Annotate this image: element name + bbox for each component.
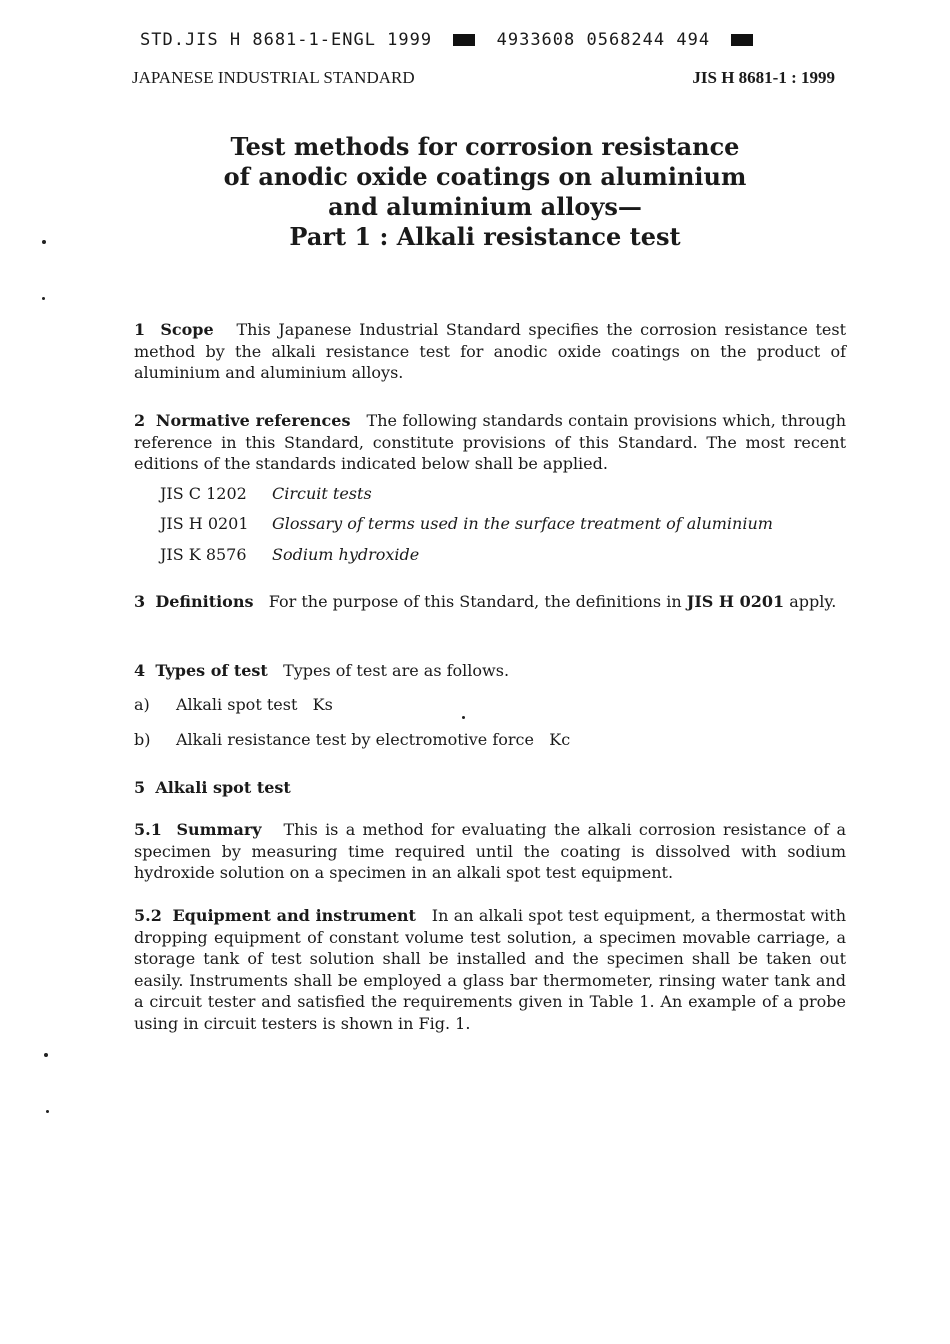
- stamp-block-2: [731, 34, 753, 46]
- scan-speck: [46, 1110, 49, 1113]
- section-text: In an alkali spot test equipment, a thermostat with dropping equipment of constant volume test solution, a specimen movable carriage, a storage tank of test solution shall be installed and the specimen shall be taken out easily. Instruments shall be employed a glass bar thermometer, rinsing water tank and a circuit tester and satisfied the requirements given in Table 1. An example of a probe using in circuit testers is shown in Fig. 1.: [134, 906, 846, 1033]
- item-code: Ks: [312, 695, 333, 714]
- section-number: 2: [134, 411, 146, 430]
- section-number: 5.2: [134, 906, 162, 925]
- reference-code: JIS C 1202: [160, 484, 247, 503]
- section-alkali-spot-test: [134, 777, 846, 799]
- test-type-item: [134, 730, 570, 749]
- section-heading: Alkali spot test: [155, 778, 291, 797]
- section-number: 3: [134, 592, 146, 611]
- section-number: 5.1: [134, 820, 162, 839]
- stamp-left: STD.JIS H 8681-1-ENGL 1999: [140, 30, 433, 50]
- scan-speck: [42, 240, 46, 244]
- header-right: JIS H 8681-1 : 1999: [692, 68, 835, 87]
- section-text: This is a method for evaluating the alkali corrosion resistance of a specimen by measuring time required until the coating is dissolved with sodium hydroxide solution on a specimen in an alkali spot test equipment.: [134, 820, 846, 882]
- reference-title: Circuit tests: [272, 484, 372, 503]
- section-scope: [134, 319, 846, 384]
- stamp-block-1: [453, 34, 475, 46]
- reference-code: JIS H 0201: [160, 514, 249, 533]
- section-text: Types of test are as follows.: [283, 661, 510, 680]
- section-summary: [134, 819, 846, 884]
- reference-code: JIS K 8576: [160, 545, 247, 564]
- reference-item: [160, 484, 372, 503]
- title-line-2: of anodic oxide coatings on aluminium: [223, 162, 747, 191]
- section-text-tail: apply.: [789, 592, 837, 611]
- section-normative-references: [134, 410, 846, 475]
- scan-speck: [44, 1053, 48, 1057]
- section-equipment: [134, 905, 846, 1034]
- section-definitions: [134, 591, 846, 613]
- section-types-of-test: [134, 660, 846, 682]
- section-number: 4: [134, 661, 146, 680]
- scan-speck: [462, 716, 465, 719]
- section-heading: Scope: [160, 320, 214, 339]
- section-number: 1: [134, 320, 146, 339]
- scan-speck: [42, 297, 45, 300]
- section-text: For the purpose of this Standard, the definitions in: [268, 592, 682, 611]
- item-label: b): [134, 730, 151, 749]
- section-heading: Types of test: [155, 661, 268, 680]
- definitions-reference: JIS H 0201: [686, 592, 785, 611]
- reference-title: Sodium hydroxide: [272, 545, 420, 564]
- test-type-item: [134, 695, 333, 714]
- section-heading: Normative references: [155, 411, 351, 430]
- document-stamp: [140, 30, 763, 50]
- item-text: Alkali resistance test by electromotive force: [176, 730, 534, 749]
- section-text: The following standards contain provisions which, through reference in this Standard, constitute provisions of this Standard. The most recent editions of the standards indicated below shall be applied.: [134, 411, 847, 473]
- item-label: a): [134, 695, 150, 714]
- page-title: [100, 132, 870, 252]
- title-line-1: Test methods for corrosion resistance: [230, 132, 740, 161]
- reference-item: [160, 545, 419, 564]
- section-text: This Japanese Industrial Standard specifies the corrosion resistance test method by the alkali resistance test for anodic oxide coatings on the product of aluminium and aluminium alloys.: [134, 320, 847, 382]
- title-line-3: and aluminium alloys—: [328, 192, 642, 221]
- section-number: 5: [134, 778, 146, 797]
- section-heading: Definitions: [155, 592, 254, 611]
- stamp-middle: 4933608 0568244 494: [496, 30, 711, 50]
- item-text: Alkali spot test: [176, 695, 298, 714]
- header-left: JAPANESE INDUSTRIAL STANDARD: [132, 68, 415, 87]
- reference-item: [160, 514, 773, 533]
- title-line-4: Part 1 : Alkali resistance test: [289, 222, 681, 251]
- reference-title: Glossary of terms used in the surface treatment of aluminium: [272, 514, 773, 533]
- section-heading: Summary: [176, 820, 262, 839]
- item-code: Kc: [549, 730, 571, 749]
- section-heading: Equipment and instrument: [172, 906, 416, 925]
